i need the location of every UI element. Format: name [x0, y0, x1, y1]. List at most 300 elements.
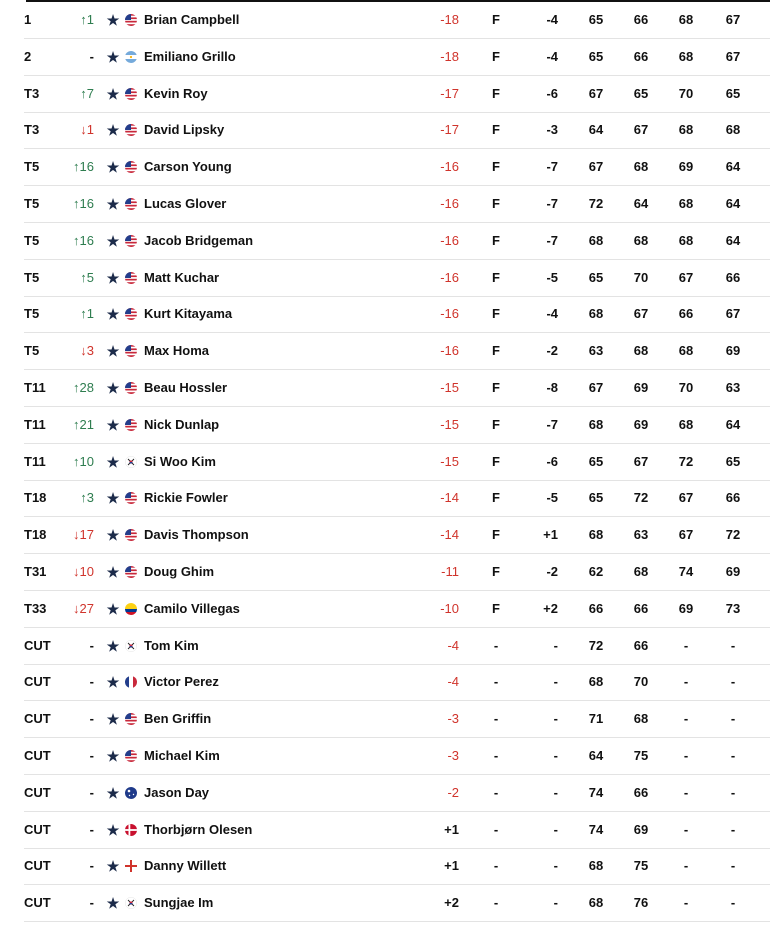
player-name-link[interactable]: Camilo Villegas: [144, 600, 240, 616]
table-row[interactable]: [24, 812, 770, 849]
thru-cell: F: [492, 85, 500, 101]
round-3-cell: 68: [678, 232, 694, 248]
round-4-cell: 66: [725, 490, 741, 506]
round-1-cell: 65: [588, 48, 604, 64]
position-cell: CUT: [24, 784, 51, 800]
round-3-cell: 70: [678, 380, 694, 395]
round-4-cell: 64: [725, 159, 741, 175]
favorite-star-icon[interactable]: ★: [106, 122, 120, 139]
thru-cell: F: [492, 48, 500, 64]
position-cell: CUT: [24, 711, 51, 727]
round-4-cell: 63: [725, 380, 741, 395]
player-name-link[interactable]: Danny Willett: [144, 858, 227, 874]
round-2-cell: 72: [633, 490, 649, 506]
position-cell: 1: [24, 12, 32, 27]
favorite-star-icon[interactable]: ★: [106, 895, 120, 912]
round-1-cell: 68: [588, 674, 604, 690]
movement-cell: -: [89, 711, 94, 727]
round-2-cell: 63: [633, 527, 649, 543]
today-score-cell: -: [553, 821, 558, 837]
player-name-link[interactable]: Rickie Fowler: [144, 490, 228, 506]
today-score-cell: -6: [546, 85, 558, 101]
favorite-star-icon[interactable]: ★: [106, 637, 120, 654]
round-4-cell: -: [730, 821, 736, 837]
movement-cell: -: [89, 821, 94, 837]
round-4-cell: -: [730, 674, 736, 690]
player-name-link[interactable]: Carson Young: [144, 159, 232, 175]
round-3-cell: 68: [678, 343, 694, 359]
player-name-link[interactable]: Kurt Kitayama: [144, 306, 233, 322]
thru-cell: F: [492, 232, 500, 248]
player-name-link[interactable]: Jason Day: [144, 784, 210, 800]
round-4-cell: 66: [725, 269, 741, 285]
player-name-link[interactable]: Thorbjørn Olesen: [144, 821, 253, 837]
position-cell: T3: [24, 85, 40, 101]
round-1-cell: 62: [588, 564, 604, 579]
round-1-cell: 67: [588, 380, 604, 395]
usa-flag-icon: [125, 198, 137, 210]
player-name-link[interactable]: Si Woo Kim: [144, 453, 216, 469]
today-score-cell: -3: [546, 122, 558, 138]
total-score-cell: -2: [447, 784, 459, 800]
table-row[interactable]: [24, 885, 770, 922]
round-3-cell: -: [683, 858, 689, 874]
round-2-cell: 65: [633, 85, 649, 101]
round-1-cell: 68: [588, 232, 604, 248]
round-3-cell: 68: [678, 196, 694, 211]
round-4-cell: 65: [725, 453, 741, 469]
thru-cell: F: [492, 12, 500, 27]
usa-flag-icon: [125, 124, 137, 136]
position-cell: CUT: [24, 748, 51, 763]
table-row[interactable]: [24, 517, 770, 554]
korea-flag-icon: [125, 456, 137, 468]
table-row[interactable]: [24, 738, 770, 775]
favorite-star-icon[interactable]: ★: [106, 12, 120, 28]
movement-cell: ↑21: [73, 416, 94, 432]
player-name-link[interactable]: Lucas Glover: [144, 196, 227, 211]
table-row[interactable]: [24, 333, 770, 370]
round-2-cell: 64: [633, 196, 649, 211]
favorite-star-icon[interactable]: ★: [106, 343, 120, 360]
position-cell: CUT: [24, 858, 51, 874]
round-3-cell: 74: [678, 564, 694, 579]
position-cell: T33: [24, 600, 47, 616]
round-1-cell: 65: [588, 269, 604, 285]
movement-cell: ↑16: [73, 232, 94, 248]
today-score-cell: -7: [546, 232, 558, 248]
round-2-cell: 67: [633, 453, 649, 469]
total-score-cell: -16: [440, 232, 459, 248]
table-row[interactable]: [24, 775, 770, 812]
today-score-cell: -: [553, 674, 558, 690]
round-2-cell: 68: [633, 343, 649, 359]
today-score-cell: -: [553, 748, 558, 763]
total-score-cell: -14: [440, 490, 459, 506]
round-3-cell: -: [683, 711, 689, 727]
round-2-cell: 69: [633, 821, 649, 837]
table-row[interactable]: [24, 554, 770, 591]
movement-cell: ↑28: [73, 380, 94, 395]
favorite-star-icon[interactable]: ★: [106, 380, 120, 396]
round-2-cell: 75: [633, 748, 649, 763]
movement-cell: -: [89, 748, 94, 763]
round-3-cell: 66: [678, 306, 694, 322]
favorite-star-icon[interactable]: ★: [106, 232, 120, 249]
player-name-link[interactable]: Beau Hossler: [144, 380, 228, 395]
table-row[interactable]: [24, 76, 770, 113]
denmark-flag-icon: [125, 824, 137, 836]
round-3-cell: -: [683, 637, 689, 653]
round-3-cell: 67: [678, 490, 694, 506]
round-1-cell: 68: [588, 527, 604, 543]
usa-flag-icon: [125, 713, 137, 725]
today-score-cell: +2: [543, 600, 558, 616]
favorite-star-icon[interactable]: ★: [106, 600, 120, 617]
favorite-star-icon[interactable]: ★: [106, 527, 120, 544]
movement-cell: ↑3: [80, 490, 94, 506]
table-row[interactable]: [24, 370, 770, 407]
movement-cell: -: [89, 674, 94, 690]
today-score-cell: -2: [546, 343, 558, 359]
total-score-cell: -15: [440, 416, 459, 432]
player-name-link[interactable]: Michael Kim: [144, 748, 220, 763]
movement-cell: ↓3: [80, 343, 94, 359]
round-2-cell: 68: [633, 564, 649, 579]
usa-flag-icon: [125, 235, 137, 247]
player-name-link[interactable]: Matt Kuchar: [144, 269, 220, 285]
round-3-cell: 67: [678, 527, 694, 543]
today-score-cell: -: [553, 637, 558, 653]
usa-flag-icon: [125, 492, 137, 504]
favorite-star-icon[interactable]: ★: [106, 269, 120, 286]
today-score-cell: -6: [546, 453, 558, 469]
position-cell: T5: [24, 306, 40, 322]
round-1-cell: 74: [588, 784, 604, 800]
table-row[interactable]: [24, 480, 770, 517]
table-row[interactable]: [24, 149, 770, 186]
round-4-cell: 68: [725, 122, 741, 138]
round-1-cell: 65: [588, 490, 604, 506]
round-2-cell: 69: [633, 416, 649, 432]
england-flag-icon: [125, 860, 137, 872]
total-score-cell: -16: [440, 343, 459, 359]
position-cell: T11: [24, 380, 46, 395]
thru-cell: F: [492, 527, 500, 543]
usa-flag-icon: [125, 14, 137, 26]
total-score-cell: -3: [447, 748, 459, 763]
today-score-cell: -2: [546, 564, 558, 579]
movement-cell: ↓17: [73, 527, 94, 543]
movement-cell: ↑10: [73, 453, 94, 469]
today-score-cell: -5: [546, 490, 558, 506]
today-score-cell: -5: [546, 269, 558, 285]
round-1-cell: 68: [588, 416, 604, 432]
total-score-cell: -11: [441, 564, 459, 579]
round-2-cell: 66: [633, 784, 649, 800]
position-cell: T11: [24, 453, 46, 469]
movement-cell: ↑7: [80, 85, 94, 101]
thru-cell: F: [492, 196, 500, 211]
round-4-cell: -: [730, 748, 736, 763]
table-row[interactable]: [24, 591, 770, 628]
total-score-cell: -14: [440, 527, 459, 543]
table-row[interactable]: [24, 186, 770, 223]
movement-cell: -: [89, 48, 94, 64]
usa-flag-icon: [125, 419, 137, 431]
favorite-star-icon[interactable]: ★: [106, 821, 120, 838]
player-name-link[interactable]: Ben Griffin: [144, 711, 212, 727]
today-score-cell: -7: [546, 416, 558, 432]
total-score-cell: -15: [440, 453, 459, 469]
player-name-link[interactable]: Sungjae Im: [144, 895, 214, 911]
favorite-star-icon[interactable]: ★: [106, 453, 120, 470]
today-score-cell: -: [553, 711, 558, 727]
thru-cell: -: [493, 637, 499, 653]
favorite-star-icon[interactable]: ★: [106, 85, 120, 102]
round-4-cell: 67: [725, 12, 741, 27]
round-2-cell: 68: [633, 159, 649, 175]
round-3-cell: 67: [678, 269, 694, 285]
position-cell: T5: [24, 343, 40, 359]
position-cell: T11: [24, 416, 46, 432]
total-score-cell: -18: [440, 48, 459, 64]
today-score-cell: -4: [546, 306, 558, 322]
thru-cell: F: [492, 490, 500, 506]
round-4-cell: 72: [725, 527, 741, 543]
movement-cell: ↓1: [80, 122, 94, 138]
table-row[interactable]: [24, 260, 770, 297]
argentina-flag-icon: [125, 51, 137, 63]
movement-cell: ↑16: [73, 159, 94, 175]
player-name-link[interactable]: Kevin Roy: [144, 85, 208, 101]
round-1-cell: 74: [588, 821, 604, 837]
table-row[interactable]: [24, 848, 770, 885]
player-name-link[interactable]: Davis Thompson: [144, 527, 249, 543]
australia-flag-icon: [125, 787, 137, 799]
movement-cell: ↑16: [73, 196, 94, 211]
position-cell: T31: [24, 564, 47, 579]
thru-cell: F: [492, 453, 500, 469]
round-3-cell: 69: [678, 600, 694, 616]
round-3-cell: 68: [678, 416, 694, 432]
total-score-cell: -16: [440, 159, 459, 175]
round-4-cell: 64: [725, 232, 741, 248]
round-3-cell: 68: [678, 122, 694, 138]
today-score-cell: -4: [546, 48, 558, 64]
thru-cell: -: [493, 858, 499, 874]
round-2-cell: 70: [633, 269, 649, 285]
player-name-link[interactable]: Nick Dunlap: [144, 416, 220, 432]
france-flag-icon: [125, 676, 137, 688]
round-4-cell: 64: [725, 416, 741, 432]
player-name-link[interactable]: Victor Perez: [144, 674, 219, 690]
today-score-cell: -7: [546, 196, 558, 211]
round-1-cell: 65: [588, 12, 604, 27]
today-score-cell: -8: [546, 380, 558, 395]
player-name-link[interactable]: Brian Campbell: [144, 12, 240, 27]
round-1-cell: 63: [588, 343, 604, 359]
round-3-cell: 70: [678, 85, 694, 101]
table-row[interactable]: [24, 701, 770, 738]
today-score-cell: -7: [546, 159, 558, 175]
favorite-star-icon[interactable]: ★: [106, 159, 120, 176]
position-cell: 2: [24, 48, 32, 64]
player-name-link[interactable]: Tom Kim: [144, 637, 199, 653]
total-score-cell: -16: [440, 269, 459, 285]
favorite-star-icon[interactable]: ★: [106, 748, 120, 764]
today-score-cell: -: [553, 784, 558, 800]
favorite-star-icon[interactable]: ★: [106, 674, 120, 691]
colombia-flag-icon: [125, 603, 137, 615]
movement-cell: ↑5: [80, 269, 94, 285]
usa-flag-icon: [125, 161, 137, 173]
favorite-star-icon[interactable]: ★: [106, 196, 120, 212]
total-score-cell: -17: [440, 122, 459, 138]
total-score-cell: +1: [444, 821, 459, 837]
round-4-cell: 64: [725, 196, 741, 211]
table-row[interactable]: [24, 407, 770, 444]
player-name-link[interactable]: Max Homa: [144, 343, 210, 359]
total-score-cell: -16: [440, 306, 459, 322]
round-3-cell: -: [683, 784, 689, 800]
round-1-cell: 64: [588, 748, 604, 763]
player-name-link[interactable]: David Lipsky: [144, 122, 225, 138]
round-4-cell: 73: [725, 600, 741, 616]
usa-flag-icon: [125, 345, 137, 357]
total-score-cell: -18: [440, 12, 459, 27]
round-4-cell: 67: [725, 306, 741, 322]
thru-cell: F: [492, 343, 500, 359]
usa-flag-icon: [125, 529, 137, 541]
table-row[interactable]: [24, 39, 770, 76]
thru-cell: F: [492, 122, 500, 138]
movement-cell: ↑1: [80, 12, 94, 27]
total-score-cell: +2: [444, 895, 459, 911]
round-2-cell: 66: [633, 637, 649, 653]
favorite-star-icon[interactable]: ★: [106, 48, 120, 65]
round-1-cell: 68: [588, 306, 604, 322]
round-3-cell: 68: [678, 48, 694, 64]
favorite-star-icon[interactable]: ★: [106, 858, 120, 875]
movement-cell: ↑1: [80, 306, 94, 322]
movement-cell: ↓27: [73, 600, 94, 616]
movement-cell: ↓10: [73, 564, 94, 579]
total-score-cell: -3: [447, 711, 459, 727]
thru-cell: F: [492, 564, 500, 579]
round-4-cell: -: [730, 711, 736, 727]
korea-flag-icon: [125, 897, 137, 909]
movement-cell: -: [89, 895, 94, 911]
round-4-cell: 65: [725, 85, 741, 101]
today-score-cell: +1: [543, 527, 558, 543]
round-2-cell: 76: [633, 895, 649, 911]
usa-flag-icon: [125, 382, 137, 394]
round-2-cell: 67: [633, 306, 649, 322]
total-score-cell: -15: [440, 380, 459, 395]
position-cell: CUT: [24, 637, 51, 653]
round-1-cell: 67: [588, 159, 604, 175]
table-row[interactable]: [24, 2, 770, 39]
thru-cell: F: [492, 269, 500, 285]
player-name-link[interactable]: Jacob Bridgeman: [144, 232, 254, 248]
round-2-cell: 66: [633, 48, 649, 64]
thru-cell: F: [492, 416, 500, 432]
position-cell: CUT: [24, 674, 51, 690]
thru-cell: F: [492, 600, 500, 616]
usa-flag-icon: [125, 88, 137, 100]
table-row[interactable]: [24, 223, 770, 260]
position-cell: T18: [24, 490, 47, 506]
table-row[interactable]: [24, 444, 770, 481]
table-row[interactable]: [24, 664, 770, 701]
round-2-cell: 67: [633, 122, 649, 138]
round-3-cell: -: [683, 674, 689, 690]
player-name-link[interactable]: Doug Ghim: [144, 564, 215, 579]
round-2-cell: 68: [633, 232, 649, 248]
position-cell: T3: [24, 122, 40, 138]
round-2-cell: 66: [633, 600, 649, 616]
position-cell: T5: [24, 232, 40, 248]
position-cell: CUT: [24, 821, 51, 837]
thru-cell: F: [492, 306, 500, 322]
round-1-cell: 68: [588, 858, 604, 874]
round-4-cell: -: [730, 858, 736, 874]
round-4-cell: -: [730, 895, 736, 911]
thru-cell: -: [493, 748, 499, 763]
thru-cell: -: [493, 674, 499, 690]
round-1-cell: 72: [588, 196, 604, 211]
table-row[interactable]: [24, 112, 770, 149]
total-score-cell: -17: [440, 85, 459, 101]
round-4-cell: -: [730, 784, 736, 800]
position-cell: T5: [24, 159, 40, 175]
usa-flag-icon: [125, 750, 137, 762]
position-cell: T5: [24, 196, 40, 211]
round-1-cell: 71: [588, 711, 604, 727]
position-cell: T5: [24, 269, 40, 285]
player-name-link[interactable]: Emiliano Grillo: [144, 48, 236, 64]
total-score-cell: -10: [440, 600, 459, 616]
round-1-cell: 67: [588, 85, 604, 101]
round-4-cell: 69: [725, 564, 741, 579]
favorite-star-icon[interactable]: ★: [106, 564, 120, 580]
thru-cell: -: [493, 821, 499, 837]
favorite-star-icon[interactable]: ★: [106, 416, 120, 433]
round-3-cell: -: [683, 821, 689, 837]
favorite-star-icon[interactable]: ★: [106, 784, 120, 801]
thru-cell: -: [493, 895, 499, 911]
favorite-star-icon[interactable]: ★: [106, 711, 120, 728]
table-row[interactable]: [24, 296, 770, 333]
round-3-cell: 72: [678, 453, 694, 469]
round-4-cell: -: [730, 637, 736, 653]
round-1-cell: 64: [588, 122, 604, 138]
movement-cell: -: [89, 637, 94, 653]
round-3-cell: 69: [678, 159, 694, 175]
round-1-cell: 66: [588, 600, 604, 616]
round-3-cell: -: [683, 895, 689, 911]
round-2-cell: 68: [633, 711, 649, 727]
table-row[interactable]: [24, 628, 770, 665]
total-score-cell: -16: [440, 196, 459, 211]
thru-cell: F: [492, 380, 500, 395]
thru-cell: -: [493, 784, 499, 800]
favorite-star-icon[interactable]: ★: [106, 490, 120, 507]
position-cell: CUT: [24, 895, 51, 911]
usa-flag-icon: [125, 272, 137, 284]
favorite-star-icon[interactable]: ★: [106, 306, 120, 323]
